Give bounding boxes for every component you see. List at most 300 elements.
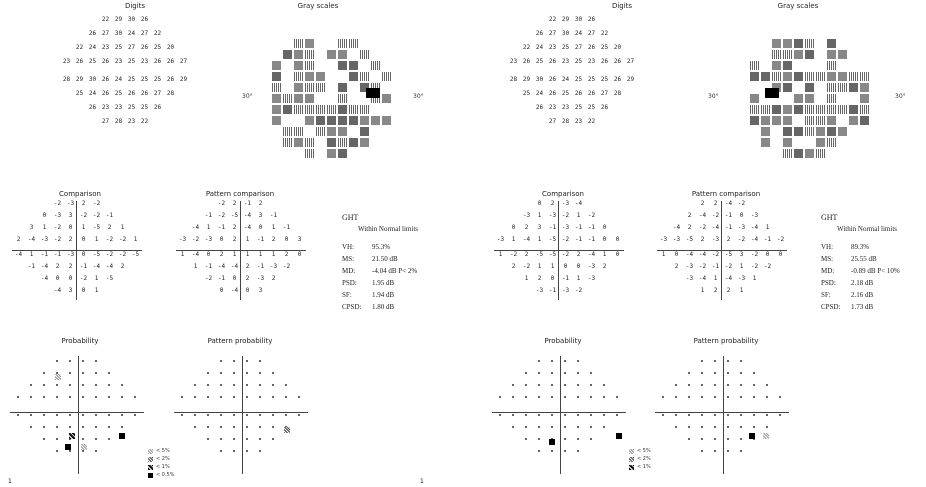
threshold-value: 30 xyxy=(127,16,136,23)
index-value: 25.55 dB xyxy=(851,255,877,263)
probability-dot xyxy=(298,414,300,416)
probability-dot xyxy=(207,372,209,374)
probability-dot xyxy=(551,360,553,362)
threshold-value: 26 xyxy=(88,104,97,111)
deviation-value: -1 xyxy=(548,224,557,231)
probability-dot xyxy=(259,360,261,362)
gray-tone-cell xyxy=(316,116,325,125)
probability-dot xyxy=(727,450,729,452)
gray-tone-cell xyxy=(327,127,336,136)
deviation-value: 0 xyxy=(81,236,86,243)
gray-tone-cell xyxy=(761,138,770,147)
probability-dot xyxy=(181,414,183,416)
probability-dot xyxy=(220,414,222,416)
deviation-value: 1 xyxy=(206,224,211,231)
deviation-value: -1 xyxy=(574,236,583,243)
deviation-value: -4 xyxy=(724,275,733,282)
probability-dot xyxy=(499,414,501,416)
threshold-value: 23 xyxy=(574,118,583,125)
deviation-value: -5 xyxy=(92,251,101,258)
deviation-value: 0 xyxy=(537,200,542,207)
deviation-value: 1 xyxy=(524,275,529,282)
index-row xyxy=(342,279,417,291)
legend-label: < 1% xyxy=(156,464,170,470)
threshold-value: 22 xyxy=(587,118,596,125)
probability-dot xyxy=(577,396,579,398)
index-value: 89.3% xyxy=(851,243,870,251)
deviation-value: 3 xyxy=(258,287,263,294)
gray-tone-cell xyxy=(794,61,803,70)
probability-dot xyxy=(512,396,514,398)
probability-dot xyxy=(220,396,222,398)
deviation-value: -1 xyxy=(561,275,570,282)
deviation-value: -5 xyxy=(535,251,544,258)
deviation-value: 2 xyxy=(687,224,692,231)
index-label: SF: xyxy=(342,291,352,299)
deviation-value: 2 xyxy=(700,236,705,243)
deviation-value: -2 xyxy=(282,263,291,270)
deviation-value: -2 xyxy=(53,200,62,207)
probability-dot xyxy=(194,414,196,416)
index-value: -4.04 dB P< 2% xyxy=(372,267,418,275)
gray-tone-cell xyxy=(272,72,281,81)
gray-tone-cell xyxy=(849,61,858,70)
deviation-value: -4 xyxy=(40,263,49,270)
probability-dot xyxy=(616,414,618,416)
index-label: CPSD: xyxy=(342,303,362,311)
gray-tone-cell xyxy=(805,138,814,147)
probability-dot xyxy=(108,426,110,428)
deviation-value: 2 xyxy=(232,224,237,231)
threshold-value: 22 xyxy=(153,30,162,37)
probability-dot xyxy=(603,414,605,416)
index-value: -0.89 dB P< 10% xyxy=(851,267,900,275)
threshold-value: 25 xyxy=(574,76,583,83)
deviation-value: -2 xyxy=(79,212,88,219)
threshold-value: 25 xyxy=(561,44,570,51)
index-value: 1.73 dB xyxy=(851,303,874,311)
deviation-value: -4 xyxy=(191,224,200,231)
deviation-value: -4 xyxy=(672,224,681,231)
probability-dot xyxy=(499,396,501,398)
gray-tone-cell xyxy=(327,149,336,158)
deviation-value: -1 xyxy=(217,224,226,231)
probability-dot xyxy=(688,384,690,386)
index-row xyxy=(821,243,900,255)
threshold-value: 25 xyxy=(600,44,609,51)
gray-tone-cell xyxy=(349,61,358,70)
legend-label: < 0.5% xyxy=(156,472,175,478)
probability-dot xyxy=(121,426,123,428)
probability-dot xyxy=(259,450,261,452)
gray-tone-cell xyxy=(305,138,314,147)
gray-tone-cell xyxy=(382,72,391,81)
probability-dot xyxy=(82,438,84,440)
gray-tone-cell xyxy=(827,149,836,158)
probability-dot xyxy=(675,414,677,416)
gray-tone-cell xyxy=(272,94,281,103)
gray-tone-cell xyxy=(349,105,358,114)
gray-tone-cell xyxy=(827,61,836,70)
probability-symbol xyxy=(69,433,75,439)
deviation-value: 2 xyxy=(107,224,112,231)
gray-tone-cell xyxy=(338,83,347,92)
probability-dot xyxy=(779,414,781,416)
probability-symbol xyxy=(65,444,71,450)
probability-dot xyxy=(121,414,123,416)
threshold-value: 27 xyxy=(600,90,609,97)
probability-dot xyxy=(194,384,196,386)
gray-tone-cell xyxy=(805,61,814,70)
index-row xyxy=(342,267,417,279)
probability-dot xyxy=(30,426,32,428)
gray-tone-cell xyxy=(750,94,759,103)
probability-dot xyxy=(272,384,274,386)
gray-tone-cell xyxy=(783,72,792,81)
global-indices xyxy=(821,243,900,315)
deviation-value: 0 xyxy=(765,251,770,258)
deviation-value: 2 xyxy=(258,200,263,207)
threshold-value: 26 xyxy=(587,44,596,51)
deviation-value: -2 xyxy=(698,263,707,270)
deviation-value: 0 xyxy=(550,275,555,282)
gray-tone-cell xyxy=(360,105,369,114)
deviation-value: 2 xyxy=(537,275,542,282)
deviation-value: 1 xyxy=(29,251,34,258)
probability-dot xyxy=(779,396,781,398)
deviation-value: -2 xyxy=(79,275,88,282)
probability-dot xyxy=(259,372,261,374)
gray-tone-cell xyxy=(849,105,858,114)
probability-dot xyxy=(56,450,58,452)
deviation-value: -2 xyxy=(509,251,518,258)
threshold-value: 27 xyxy=(140,30,149,37)
gray-tone-cell xyxy=(783,138,792,147)
probability-title: Probability xyxy=(61,337,99,345)
gray-tone-cell xyxy=(338,72,347,81)
deviation-value: -3 xyxy=(685,275,694,282)
probability-dot xyxy=(590,426,592,428)
gray-tone-cell xyxy=(794,94,803,103)
threshold-value: 24 xyxy=(535,90,544,97)
deviation-value: -2 xyxy=(92,200,101,207)
gray-tone-cell xyxy=(294,127,303,136)
gray-tone-cell xyxy=(783,94,792,103)
gray-tone-cell xyxy=(382,105,391,114)
gray-tone-cell xyxy=(794,149,803,158)
deviation-value: -1 xyxy=(105,212,114,219)
gray-tone-cell xyxy=(305,149,314,158)
deviation-value: -4 xyxy=(522,236,531,243)
probability-dot xyxy=(564,360,566,362)
gray-tone-cell xyxy=(761,116,770,125)
probability-dot xyxy=(233,360,235,362)
page-marker: 1 xyxy=(8,478,12,485)
probability-dot xyxy=(259,384,261,386)
blind-spot xyxy=(765,88,779,98)
ght-title: GHT xyxy=(342,213,359,222)
probability-dot xyxy=(134,396,136,398)
gray-tone-cell xyxy=(816,116,825,125)
threshold-value: 25 xyxy=(75,90,84,97)
threshold-value: 26 xyxy=(153,104,162,111)
probability-dot xyxy=(285,414,287,416)
gray-tone-cell xyxy=(772,61,781,70)
threshold-value: 26 xyxy=(75,58,84,65)
probability-dot xyxy=(551,414,553,416)
gray-tone-cell xyxy=(305,50,314,59)
probability-dot xyxy=(577,414,579,416)
deviation-value: -2 xyxy=(561,251,570,258)
deviation-value: 3 xyxy=(739,251,744,258)
probability-legend xyxy=(148,447,174,479)
gray-tone-cell xyxy=(805,116,814,125)
probability-dot xyxy=(564,426,566,428)
probability-dot xyxy=(259,414,261,416)
threshold-value: 26 xyxy=(600,58,609,65)
probability-dot xyxy=(82,384,84,386)
probability-dot xyxy=(603,396,605,398)
deviation-value: -4 xyxy=(27,236,36,243)
probability-legend xyxy=(629,447,651,471)
gray-tone-cell xyxy=(272,83,281,92)
probability-dot xyxy=(740,426,742,428)
threshold-value: 25 xyxy=(140,104,149,111)
gray-tone-cell xyxy=(360,72,369,81)
probability-dot xyxy=(108,396,110,398)
threshold-value: 25 xyxy=(127,58,136,65)
deviation-value: -3 xyxy=(750,212,759,219)
gray-tone-cell xyxy=(750,105,759,114)
probability-dot xyxy=(220,450,222,452)
gray-tone-cell xyxy=(761,127,770,136)
gray-tone-cell xyxy=(816,94,825,103)
threshold-value: 30 xyxy=(574,16,583,23)
gray-tone-cell xyxy=(816,127,825,136)
threshold-value: 28 xyxy=(166,90,175,97)
deviation-value: -4 xyxy=(230,263,239,270)
deviation-value: -2 xyxy=(561,236,570,243)
probability-dot xyxy=(590,438,592,440)
deviation-value: 0 xyxy=(615,236,620,243)
probability-dot xyxy=(753,372,755,374)
gray-tone-cell xyxy=(794,105,803,114)
index-row xyxy=(821,279,900,291)
gray-tone-cell xyxy=(338,138,347,147)
legend-symbol xyxy=(629,465,634,470)
gray-tone-cell xyxy=(283,61,292,70)
probability-dot xyxy=(233,450,235,452)
gray-tone-cell xyxy=(327,72,336,81)
deviation-value: 2 xyxy=(726,236,731,243)
probability-dot xyxy=(688,414,690,416)
deviation-value: -1 xyxy=(282,224,291,231)
gray-tone-cell xyxy=(838,72,847,81)
probability-dot xyxy=(121,396,123,398)
deviation-value: -3 xyxy=(672,236,681,243)
probability-dot xyxy=(538,414,540,416)
probability-dot xyxy=(688,372,690,374)
probability-dot xyxy=(220,384,222,386)
gray-tone-cell xyxy=(805,127,814,136)
probability-dot xyxy=(551,426,553,428)
probability-dot xyxy=(82,450,84,452)
probability-dot xyxy=(714,360,716,362)
threshold-value: 26 xyxy=(140,90,149,97)
gray-tone-cell xyxy=(360,138,369,147)
deviation-value: 0 xyxy=(674,251,679,258)
threshold-value: 27 xyxy=(101,30,110,37)
gray-tone-cell xyxy=(860,83,869,92)
gray-tone-cell xyxy=(305,127,314,136)
probability-dot xyxy=(69,450,71,452)
deviation-value: -3 xyxy=(737,224,746,231)
probability-dot xyxy=(727,414,729,416)
probability-dot xyxy=(564,384,566,386)
gray-tone-cell xyxy=(349,138,358,147)
probability-dot xyxy=(207,426,209,428)
probability-dot xyxy=(233,426,235,428)
gray-tone-cell xyxy=(327,116,336,125)
probability-dot xyxy=(56,426,58,428)
gray-tone-cell xyxy=(827,50,836,59)
gray-tone-cell xyxy=(338,94,347,103)
probability-symbol xyxy=(284,427,290,433)
gray-tone-cell xyxy=(816,39,825,48)
index-value: 1.80 dB xyxy=(372,303,395,311)
probability-dot xyxy=(69,372,71,374)
threshold-value: 24 xyxy=(574,30,583,37)
gray-tone-cell xyxy=(294,105,303,114)
deviation-value: 1 xyxy=(602,251,607,258)
index-row xyxy=(821,267,900,279)
deviation-value: 0 xyxy=(739,212,744,219)
probability-dot xyxy=(17,414,19,416)
deviation-value: -2 xyxy=(53,224,62,231)
deviation-value: 1 xyxy=(180,251,185,258)
deviation-value: 2 xyxy=(550,200,555,207)
probability-dot xyxy=(207,396,209,398)
deviation-value: 2 xyxy=(120,263,125,270)
deviation-value: -1 xyxy=(40,251,49,258)
threshold-value: 26 xyxy=(535,104,544,111)
threshold-value: 25 xyxy=(153,44,162,51)
threshold-value: 23 xyxy=(548,44,557,51)
probability-dot xyxy=(95,372,97,374)
deviation-value: 0 xyxy=(232,275,237,282)
deviation-value: 2 xyxy=(713,200,718,207)
gray-tone-cell xyxy=(294,50,303,59)
threshold-value: 26 xyxy=(166,76,175,83)
gray-tone-cell xyxy=(838,39,847,48)
gray-tone-cell xyxy=(316,61,325,70)
index-value: 1.94 dB xyxy=(372,291,395,299)
deviation-value: 1 xyxy=(271,224,276,231)
index-row xyxy=(342,303,417,315)
deviation-value: -3 xyxy=(711,236,720,243)
deviation-value: 2 xyxy=(68,263,73,270)
gray-tone-cell xyxy=(772,72,781,81)
probability-dot xyxy=(272,372,274,374)
deviation-value: -3 xyxy=(496,236,505,243)
gray-tone-cell xyxy=(371,72,380,81)
probability-dot xyxy=(220,438,222,440)
probability-dot xyxy=(233,414,235,416)
threshold-value: 30 xyxy=(114,30,123,37)
gray-tone-cell xyxy=(283,83,292,92)
gray-tone-cell xyxy=(827,83,836,92)
deviation-value: -1 xyxy=(204,263,213,270)
legend-symbol xyxy=(148,465,153,470)
probability-dot xyxy=(95,396,97,398)
threshold-value: 20 xyxy=(613,44,622,51)
deviation-value: 2 xyxy=(284,251,289,258)
gray-tone-cell xyxy=(272,127,281,136)
probability-symbol xyxy=(763,433,769,439)
deviation-value: 1 xyxy=(133,236,138,243)
deviation-value: -4 xyxy=(574,200,583,207)
deviation-value: -4 xyxy=(14,251,23,258)
deviation-value: 1 xyxy=(94,287,99,294)
threshold-value: 20 xyxy=(166,44,175,51)
threshold-value: 26 xyxy=(153,58,162,65)
index-label: SF: xyxy=(821,291,831,299)
deviation-value: -2 xyxy=(105,251,114,258)
deviation-value: -5 xyxy=(548,251,557,258)
probability-dot xyxy=(577,372,579,374)
probability-dot xyxy=(69,360,71,362)
gray-tone-cell xyxy=(316,127,325,136)
gray-tone-cell xyxy=(349,72,358,81)
probability-dot xyxy=(701,438,703,440)
gray-tone-cell xyxy=(382,83,391,92)
gray-tone-cell xyxy=(772,39,781,48)
threshold-value: 22 xyxy=(140,118,149,125)
gray-tone-cell xyxy=(816,83,825,92)
legend-label: < 2% xyxy=(156,456,170,462)
probability-dot xyxy=(207,384,209,386)
gray-tone-cell xyxy=(305,94,314,103)
probability-dot xyxy=(740,384,742,386)
threshold-value: 30 xyxy=(535,76,544,83)
deviation-value: -2 xyxy=(105,236,114,243)
probability-dot xyxy=(194,396,196,398)
threshold-value: 26 xyxy=(88,30,97,37)
gray-tone-cell xyxy=(816,50,825,59)
deviation-value: 1 xyxy=(120,224,125,231)
deviation-value: -3 xyxy=(561,287,570,294)
probability-dot xyxy=(675,396,677,398)
probability-dot xyxy=(285,384,287,386)
gray-tone-cell xyxy=(338,39,347,48)
deviation-value: 2 xyxy=(674,263,679,270)
gray-tone-cell xyxy=(360,39,369,48)
threshold-value: 27 xyxy=(153,90,162,97)
ght-result: Within Normal limits xyxy=(837,225,897,233)
deviation-value: -3 xyxy=(737,275,746,282)
degree-label-right: 30° xyxy=(895,93,906,100)
probability-dot xyxy=(714,438,716,440)
gray-tone-cell xyxy=(761,50,770,59)
threshold-value: 25 xyxy=(127,104,136,111)
deviation-value: 1 xyxy=(245,251,250,258)
gray-tone-cell xyxy=(805,94,814,103)
probability-dot xyxy=(564,414,566,416)
probability-dot xyxy=(714,384,716,386)
legend-label: < 1% xyxy=(637,464,651,470)
gray-tone-cell xyxy=(794,83,803,92)
gray-tone-cell xyxy=(283,72,292,81)
